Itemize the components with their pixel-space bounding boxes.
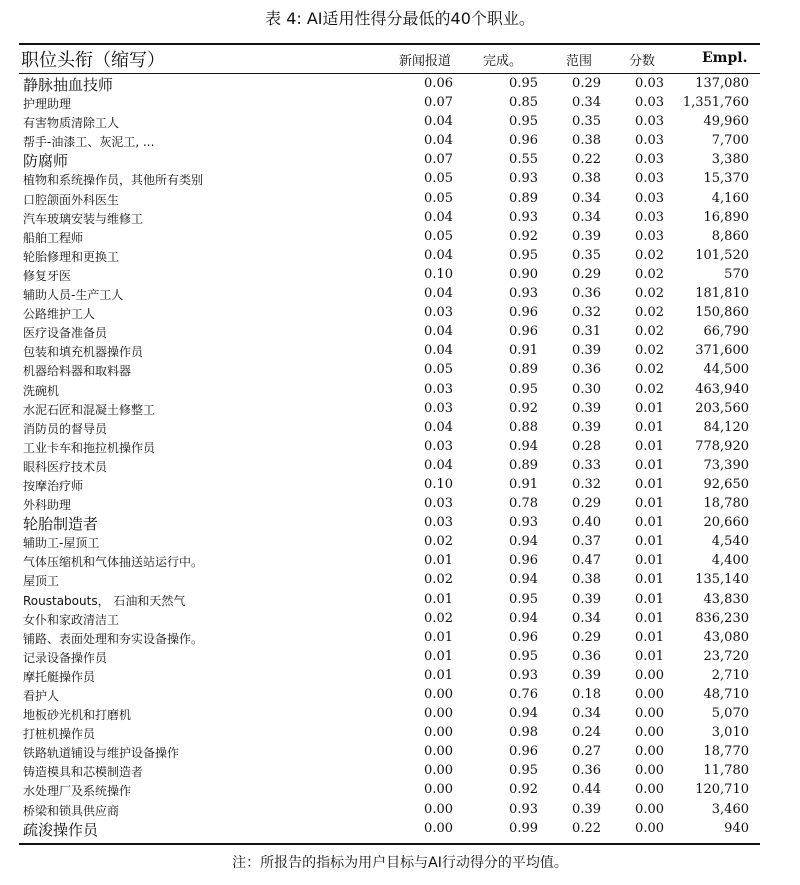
cell-news: 0.03 [424, 496, 453, 512]
cell-empl: 3,460 [711, 801, 749, 817]
table-row [19, 228, 760, 247]
table-row [19, 285, 760, 304]
cell-score: 0.03 [635, 95, 664, 111]
cell-title: 水处理厂及系统操作 [23, 784, 132, 799]
cell-title: 汽车玻璃安装与维修工 [23, 211, 144, 226]
cell-news: 0.00 [424, 687, 453, 702]
cell-score: 0.02 [635, 247, 664, 263]
cell-completion: 0.95 [509, 247, 538, 263]
cell-empl: 101,520 [695, 247, 749, 263]
cell-empl: 135,140 [695, 572, 749, 588]
cell-completion: 0.95 [509, 114, 538, 130]
table-row [19, 801, 760, 820]
cell-scope: 0.31 [572, 324, 601, 340]
cell-score: 0.00 [635, 744, 664, 760]
cell-empl: 203,560 [695, 400, 749, 416]
cell-completion: 0.88 [509, 419, 538, 435]
cell-news: 0.06 [424, 76, 453, 91]
cell-score: 0.01 [635, 476, 664, 492]
cell-completion: 0.93 [509, 286, 538, 302]
table-row [19, 629, 760, 648]
header-scope: 范围 [566, 54, 593, 69]
cell-empl: 181,810 [695, 286, 749, 302]
cell-title: 辅助人员-生产工人 [23, 288, 124, 303]
cell-score: 0.00 [635, 820, 664, 836]
cell-completion: 0.93 [509, 209, 538, 225]
cell-empl: 836,230 [695, 610, 749, 626]
cell-completion: 0.76 [509, 687, 538, 702]
cell-news: 0.00 [424, 744, 453, 760]
table-row [19, 113, 760, 132]
table-row [19, 438, 760, 457]
cell-score: 0.01 [635, 610, 664, 626]
table-row [19, 170, 760, 189]
table-row [19, 533, 760, 552]
cell-empl: 48,710 [703, 687, 749, 702]
table-caption: 表 4: AI适用性得分最低的40个职业。 [265, 9, 535, 28]
cell-title: 工业卡车和拖拉机操作员 [23, 440, 156, 455]
cell-title: 铁路轨道铺设与维护设备操作 [23, 746, 180, 761]
cell-title: 铺路、表面处理和夯实设备操作。 [23, 631, 204, 646]
cell-empl: 66,790 [703, 324, 749, 340]
cell-completion: 0.96 [509, 553, 538, 569]
cell-scope: 0.39 [572, 343, 601, 359]
cell-news: 0.03 [424, 305, 453, 321]
cell-title: 摩托艇操作员 [23, 669, 96, 684]
cell-news: 0.00 [424, 801, 453, 817]
cell-scope: 0.35 [572, 247, 601, 263]
cell-title: 植物和系统操作员，其他所有类别 [23, 173, 204, 188]
cell-title: 打桩机操作员 [23, 727, 96, 742]
cell-title: 护理助理 [23, 97, 72, 112]
cell-scope: 0.33 [572, 457, 601, 473]
cell-empl: 5,070 [711, 706, 749, 722]
cell-empl: 3,010 [711, 725, 749, 741]
cell-scope: 0.38 [572, 133, 601, 149]
cell-empl: 20,660 [703, 515, 749, 531]
cell-completion: 0.93 [509, 801, 538, 817]
cell-scope: 0.47 [572, 553, 601, 569]
table-row [19, 400, 760, 419]
cell-title: 机器给料器和取料器 [23, 364, 132, 379]
cell-score: 0.01 [635, 400, 664, 416]
cell-completion: 0.95 [509, 381, 538, 397]
cell-score: 0.03 [635, 228, 664, 244]
cell-empl: 73,390 [703, 457, 749, 473]
table-body [19, 75, 760, 839]
table-header [19, 46, 760, 72]
cell-completion: 0.94 [509, 438, 538, 454]
table-row [19, 381, 760, 400]
cell-score: 0.00 [635, 687, 664, 702]
cell-scope: 0.34 [572, 95, 601, 111]
cell-completion: 0.89 [509, 190, 538, 206]
cell-completion: 0.93 [509, 171, 538, 187]
cell-title: 外科助理 [23, 498, 72, 513]
cell-scope: 0.29 [572, 629, 601, 645]
cell-news: 0.02 [424, 610, 453, 626]
cell-score: 0.02 [635, 343, 664, 359]
cell-score: 0.03 [635, 171, 664, 187]
cell-news: 0.00 [424, 725, 453, 741]
cell-news: 0.02 [424, 572, 453, 588]
cell-scope: 0.34 [572, 190, 601, 206]
cell-news: 0.01 [424, 648, 453, 664]
cell-score: 0.01 [635, 591, 664, 607]
cell-scope: 0.32 [572, 305, 601, 321]
cell-score: 0.02 [635, 381, 664, 397]
header-title: 职位头衔（缩写） [21, 50, 165, 71]
header-completion: 完成。 [483, 54, 523, 69]
table-row [19, 476, 760, 495]
cell-title: 眼科医疗技术员 [23, 459, 108, 474]
cell-news: 0.07 [424, 152, 453, 168]
cell-empl: 2,710 [711, 667, 749, 683]
cell-news: 0.02 [424, 534, 453, 550]
cell-completion: 0.95 [509, 76, 538, 91]
cell-completion: 0.96 [509, 133, 538, 149]
cell-scope: 0.34 [572, 209, 601, 225]
cell-news: 0.01 [424, 667, 453, 683]
cell-completion: 0.96 [509, 324, 538, 340]
cell-score: 0.00 [635, 725, 664, 741]
cell-score: 0.03 [635, 190, 664, 206]
cell-scope: 0.39 [572, 400, 601, 416]
cell-completion: 0.92 [509, 782, 538, 798]
cell-title: 记录设备操作员 [23, 650, 108, 665]
cell-title: 按摩治疗师 [23, 478, 84, 493]
cell-title: 口腔颌面外科医生 [23, 192, 120, 207]
cell-score: 0.03 [635, 209, 664, 225]
table-row [19, 190, 760, 209]
cell-completion: 0.92 [509, 400, 538, 416]
table-row [19, 495, 760, 514]
table-row [19, 781, 760, 800]
cell-scope: 0.27 [572, 744, 601, 760]
cell-empl: 16,890 [703, 209, 749, 225]
cell-empl: 18,780 [703, 496, 749, 512]
cell-completion: 0.99 [509, 820, 538, 836]
cell-news: 0.05 [424, 190, 453, 206]
cell-empl: 570 [724, 266, 749, 282]
cell-completion: 0.78 [509, 496, 538, 512]
cell-title: 帮手-油漆工、灰泥工, ... [23, 135, 155, 150]
cell-completion: 0.91 [509, 343, 538, 359]
cell-scope: 0.24 [572, 725, 601, 741]
cell-completion: 0.96 [509, 744, 538, 760]
cell-completion: 0.92 [509, 228, 538, 244]
cell-empl: 4,540 [711, 534, 749, 550]
cell-news: 0.01 [424, 629, 453, 645]
table-row [19, 75, 760, 94]
cell-news: 0.04 [424, 286, 453, 302]
cell-score: 0.01 [635, 496, 664, 512]
cell-completion: 0.85 [509, 95, 538, 111]
cell-completion: 0.96 [509, 305, 538, 321]
cell-empl: 150,860 [695, 305, 749, 321]
cell-scope: 0.18 [572, 687, 601, 702]
cell-completion: 0.95 [509, 591, 538, 607]
cell-title: Roustabouts， 石油和天然气 [23, 593, 186, 608]
table-row [19, 457, 760, 476]
cell-news: 0.05 [424, 228, 453, 244]
cell-news: 0.03 [424, 400, 453, 416]
cell-completion: 0.94 [509, 572, 538, 588]
top-rule [19, 43, 760, 45]
table-row [19, 342, 760, 361]
table-row [19, 724, 760, 743]
cell-scope: 0.22 [572, 152, 601, 168]
cell-news: 0.05 [424, 362, 453, 378]
cell-empl: 4,400 [711, 553, 749, 569]
cell-title: 水泥石匠和混凝土修整工 [23, 402, 156, 417]
table-row [19, 762, 760, 781]
cell-empl: 3,380 [711, 152, 749, 168]
cell-empl: 371,600 [695, 343, 749, 359]
cell-empl: 23,720 [703, 648, 749, 664]
cell-empl: 11,780 [703, 763, 749, 779]
cell-scope: 0.34 [572, 610, 601, 626]
cell-completion: 0.94 [509, 610, 538, 626]
cell-empl: 1,351,760 [682, 95, 749, 111]
table-row [19, 304, 760, 323]
cell-title: 有害物质清除工人 [23, 116, 120, 131]
bottom-rule [19, 843, 760, 845]
cell-completion: 0.98 [509, 725, 538, 741]
cell-empl: 940 [724, 820, 749, 836]
cell-score: 0.01 [635, 553, 664, 569]
cell-score: 0.01 [635, 457, 664, 473]
cell-completion: 0.93 [509, 667, 538, 683]
cell-empl: 43,830 [703, 591, 749, 607]
cell-news: 0.04 [424, 324, 453, 340]
cell-empl: 44,500 [703, 362, 749, 378]
cell-scope: 0.34 [572, 706, 601, 722]
cell-score: 0.00 [635, 801, 664, 817]
cell-title: 洗碗机 [23, 383, 60, 398]
table-row [19, 743, 760, 762]
cell-scope: 0.39 [572, 801, 601, 817]
cell-title: 轮胎制造者 [23, 515, 99, 534]
cell-score: 0.02 [635, 362, 664, 378]
cell-scope: 0.39 [572, 591, 601, 607]
table-row [19, 820, 760, 839]
cell-empl: 463,940 [695, 381, 749, 397]
cell-empl: 43,080 [703, 629, 749, 645]
cell-title: 医疗设备准备员 [23, 326, 108, 341]
cell-news: 0.10 [424, 266, 453, 282]
cell-completion: 0.95 [509, 763, 538, 779]
cell-score: 0.02 [635, 266, 664, 282]
cell-scope: 0.29 [572, 76, 601, 91]
cell-score: 0.01 [635, 438, 664, 454]
cell-scope: 0.40 [572, 515, 601, 531]
cell-title: 铸造模具和芯模制造者 [23, 765, 144, 780]
cell-score: 0.00 [635, 706, 664, 722]
cell-scope: 0.37 [572, 534, 601, 550]
cell-score: 0.03 [635, 114, 664, 130]
cell-score: 0.02 [635, 286, 664, 302]
cell-title: 船舶工程师 [23, 230, 84, 245]
cell-score: 0.00 [635, 782, 664, 798]
cell-score: 0.01 [635, 572, 664, 588]
cell-news: 0.01 [424, 591, 453, 607]
cell-score: 0.03 [635, 76, 664, 91]
cell-title: 桥梁和锁具供应商 [23, 803, 120, 818]
table-row [19, 686, 760, 705]
table-row [19, 571, 760, 590]
cell-news: 0.07 [424, 95, 453, 111]
cell-title: 气体压缩机和气体抽送站运行中。 [23, 555, 204, 570]
cell-scope: 0.28 [572, 438, 601, 454]
cell-news: 0.03 [424, 438, 453, 454]
cell-scope: 0.44 [572, 782, 601, 798]
header-empl: Empl. [702, 50, 748, 66]
cell-completion: 0.93 [509, 515, 538, 531]
cell-news: 0.04 [424, 133, 453, 149]
table-row [19, 323, 760, 342]
cell-scope: 0.39 [572, 228, 601, 244]
cell-news: 0.00 [424, 820, 453, 836]
cell-news: 0.05 [424, 171, 453, 187]
cell-empl: 137,080 [695, 76, 749, 91]
cell-title: 疏浚操作员 [23, 820, 99, 839]
cell-scope: 0.36 [572, 286, 601, 302]
cell-score: 0.01 [635, 629, 664, 645]
cell-score: 0.02 [635, 324, 664, 340]
cell-empl: 84,120 [703, 419, 749, 435]
cell-scope: 0.29 [572, 266, 601, 282]
cell-empl: 7,700 [711, 133, 749, 149]
cell-completion: 0.94 [509, 706, 538, 722]
cell-completion: 0.91 [509, 476, 538, 492]
table-row [19, 514, 760, 533]
cell-score: 0.02 [635, 305, 664, 321]
cell-scope: 0.36 [572, 763, 601, 779]
cell-scope: 0.35 [572, 114, 601, 130]
table-note: 注：所报告的指标为用户目标与AI行动得分的平均值。 [232, 855, 568, 871]
cell-completion: 0.55 [509, 152, 538, 168]
table-row [19, 705, 760, 724]
cell-scope: 0.32 [572, 476, 601, 492]
table-row [19, 419, 760, 438]
cell-empl: 778,920 [695, 438, 749, 454]
cell-scope: 0.36 [572, 362, 601, 378]
cell-news: 0.10 [424, 476, 453, 492]
cell-news: 0.04 [424, 114, 453, 130]
cell-completion: 0.89 [509, 457, 538, 473]
cell-scope: 0.39 [572, 419, 601, 435]
table-row [19, 151, 760, 170]
cell-empl: 8,860 [711, 228, 749, 244]
table-row [19, 266, 760, 285]
cell-scope: 0.38 [572, 171, 601, 187]
cell-news: 0.04 [424, 247, 453, 263]
cell-empl: 4,160 [711, 190, 749, 206]
cell-title: 公路维护工人 [23, 307, 96, 322]
cell-title: 包装和填充机器操作员 [23, 345, 144, 360]
cell-news: 0.03 [424, 381, 453, 397]
cell-completion: 0.96 [509, 629, 538, 645]
cell-scope: 0.30 [572, 381, 601, 397]
cell-score: 0.01 [635, 534, 664, 550]
cell-news: 0.04 [424, 457, 453, 473]
table-row [19, 591, 760, 610]
cell-title: 女仆和家政清洁工 [23, 612, 120, 627]
cell-news: 0.03 [424, 515, 453, 531]
cell-title: 防腐师 [23, 152, 69, 171]
cell-score: 0.01 [635, 648, 664, 664]
cell-news: 0.04 [424, 343, 453, 359]
cell-title: 消防员的督导员 [23, 421, 108, 436]
header-news: 新闻报道 [399, 54, 452, 69]
table-row [19, 209, 760, 228]
cell-score: 0.03 [635, 152, 664, 168]
cell-scope: 0.22 [572, 820, 601, 836]
cell-completion: 0.89 [509, 362, 538, 378]
cell-empl: 92,650 [703, 476, 749, 492]
cell-scope: 0.29 [572, 496, 601, 512]
table-row [19, 552, 760, 571]
cell-completion: 0.95 [509, 648, 538, 664]
cell-news: 0.00 [424, 763, 453, 779]
cell-scope: 0.36 [572, 648, 601, 664]
cell-completion: 0.90 [509, 266, 538, 282]
cell-news: 0.00 [424, 706, 453, 722]
cell-score: 0.00 [635, 763, 664, 779]
cell-score: 0.01 [635, 515, 664, 531]
cell-scope: 0.38 [572, 572, 601, 588]
cell-title: 屋顶工 [23, 574, 60, 589]
cell-score: 0.03 [635, 133, 664, 149]
table-row [19, 247, 760, 266]
cell-empl: 18,770 [703, 744, 749, 760]
cell-score: 0.01 [635, 419, 664, 435]
table-row [19, 667, 760, 686]
header-score: 分数 [629, 54, 656, 69]
table-row [19, 94, 760, 113]
cell-empl: 15,370 [703, 171, 749, 187]
cell-news: 0.04 [424, 209, 453, 225]
cell-news: 0.00 [424, 782, 453, 798]
cell-empl: 49,960 [703, 114, 749, 130]
table-row [19, 132, 760, 151]
table-row [19, 648, 760, 667]
cell-title: 辅助工-屋顶工 [23, 536, 100, 551]
table-row [19, 610, 760, 629]
cell-title: 看护人 [23, 689, 60, 703]
cell-title: 静脉抽血技师 [23, 76, 114, 94]
cell-empl: 120,710 [695, 782, 749, 798]
cell-title: 地板砂光机和打磨机 [23, 708, 132, 723]
cell-title: 轮胎修理和更换工 [23, 249, 120, 264]
cell-completion: 0.94 [509, 534, 538, 550]
cell-title: 修复牙医 [23, 268, 72, 283]
cell-news: 0.04 [424, 419, 453, 435]
header-rule [19, 73, 760, 74]
cell-scope: 0.39 [572, 667, 601, 683]
cell-news: 0.01 [424, 553, 453, 569]
table-row [19, 361, 760, 380]
cell-score: 0.00 [635, 667, 664, 683]
